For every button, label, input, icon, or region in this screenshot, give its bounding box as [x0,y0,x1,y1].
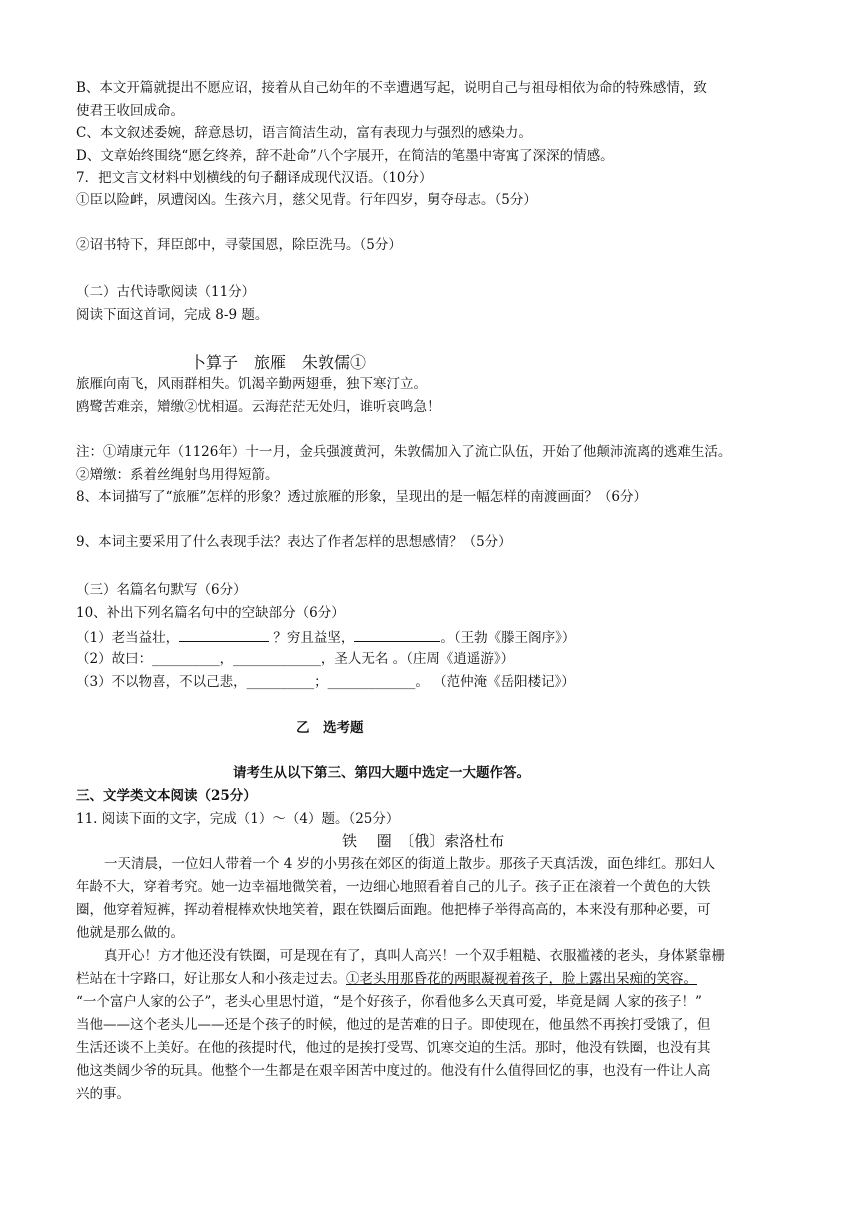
story-title: 铁 圈 〔俄〕索洛杜布 [342,832,505,850]
poem-line-2: 鸥鹭苦难亲，矰缴②忧相逼。云海茫茫无处归，谁听哀鸣急！ [76,399,441,415]
story-p2-line7: 兴的事。 [76,1086,130,1102]
poetry-instruction: 阅读下面这首词，完成 8-9 题。 [76,307,269,323]
story-p1-line4: 他就是那么做的。 [76,925,184,941]
story-p1-line2: 年龄不大，穿着考究。她一边幸福地微笑着，一边细心地照看着自己的儿子。孩子正在滚着一个黄色的大铁 [76,879,711,895]
question-11: 11. 阅读下面的文字，完成（1）～（4）题。（25分） [76,811,400,827]
section-3-heading: 三、文学类文本阅读（25分） [76,788,257,804]
dictation-item-2: （2）故曰：__________，_____________，圣人无名 。（庄周《逍遥游》） [76,651,515,667]
option-b-line1: B、本文开篇就提出不愿应诏，接着从自己幼年的不幸遭遇写起，说明自己与祖母相依为命的特殊感情，致 [76,80,707,96]
part-b-instruction: 请考生从以下第三、第四大题中选定一大题作答。 [233,765,530,781]
part-b-heading: 乙 选考题 [296,720,364,736]
question-7-2: ②诏书特下，拜臣郎中，寻蒙国恩，除臣洗马。（5分） [76,237,402,253]
blank-1[interactable] [179,627,269,642]
blank-2[interactable] [354,627,440,642]
story-p2-line3: “一个富户人家的公子”，老头心里思忖道，“是个好孩子，你看他多么天真可爱，毕竟是阔 人家的孩子！” [76,994,702,1010]
option-c: C、本文叙述委婉，辞意恳切，语言简洁生动，富有表现力与强烈的感染力。 [76,125,532,141]
question-10: 10、补出下列名篇名句中的空缺部分（6分） [76,605,345,621]
story-p1-line1: 一天清晨，一位妇人带着一个 4 岁的小男孩在郊区的街道上散步。那孩子天真活泼，面色绯红。那妇人 [104,856,716,872]
option-d: D、文章始终围绕“愿乞终养，辞不赴命”八个字展开，在简洁的笔墨中寄寓了深深的情感。 [76,148,614,164]
question-7-1: ①臣以险衅，夙遭闵凶。生孩六月，慈父见背。行年四岁，舅夺母志。（5分） [76,192,537,208]
story-p2-line4: 当他——这个老头儿——还是个孩子的时候，他过的是苦难的日子。即使现在，他虽然不再挨打受饿了，但 [76,1017,711,1033]
story-p2-line5: 生活还谈不上美好。在他的孩提时代，他过的是挨打受骂、饥寒交迫的生活。那时，他没有铁圈，也没有其 [76,1040,711,1056]
question-8: 8、本词描写了“旅雁”怎样的形象？透过旅雁的形象，呈现出的是一幅怎样的南渡画面？（6分） [76,489,647,505]
underlined-sentence: ①老头用那昏花的两眼凝视着孩子，脸上露出呆痴的笑容。 [346,971,697,987]
option-b-line2: 使君王收回成命。 [76,103,184,119]
poem-line-1: 旅雁向南飞，风雨群相失。饥渴辛勤两翅垂，独下寒汀立。 [76,376,427,392]
story-p2-line6: 他这类阔少爷的玩具。他整个一生都是在艰辛困苦中度过的。他没有什么值得回忆的事，也没有一件让人高 [76,1063,711,1079]
story-p2-line1: 真开心！方才他还没有铁圈，可是现在有了，真叫人高兴！一个双手粗糙、衣服褴褛的老头，身体紧靠栅 [104,948,725,964]
poem-note-2: ②矰缴：系着丝绳射鸟用得短箭。 [76,467,279,483]
story-p2-line2: 栏站在十字路口，好让那女人和小孩走过去。①老头用那昏花的两眼凝视着孩子，脸上露出呆痴的笑容。 [76,971,697,987]
dictation-item-1: （1）老当益壮， ？穷且益坚， 。（王勃《滕王阁序》） [76,627,575,647]
poem-title: 卜算子 旅雁 朱敦儒① [190,353,367,372]
dictation-item-3: （3）不以物喜，不以己悲，__________；_____________。 （范仲淹《岳阳楼记》） [76,674,575,690]
story-p1-line3: 圈，他穿着短裤，挥动着棍棒欢快地笑着，跟在铁圈后面跑。他把棒子举得高高的，本来没有那种必要，可 [76,902,711,918]
dictation-heading: （三）名篇名句默写（6分） [76,582,247,598]
poem-note-1: 注：①靖康元年（1126年）十一月，金兵强渡黄河，朱敦儒加入了流亡队伍，开始了他颠沛流离的逃难生活。 [76,444,732,460]
question-9: 9、本词主要采用了什么表现手法？表达了作者怎样的思想感情？（5分） [76,534,512,550]
question-7: 7．把文言文材料中划横线的句子翻译成现代汉语。（10分） [76,170,433,186]
poetry-heading: （二）古代诗歌阅读（11分） [76,284,256,300]
